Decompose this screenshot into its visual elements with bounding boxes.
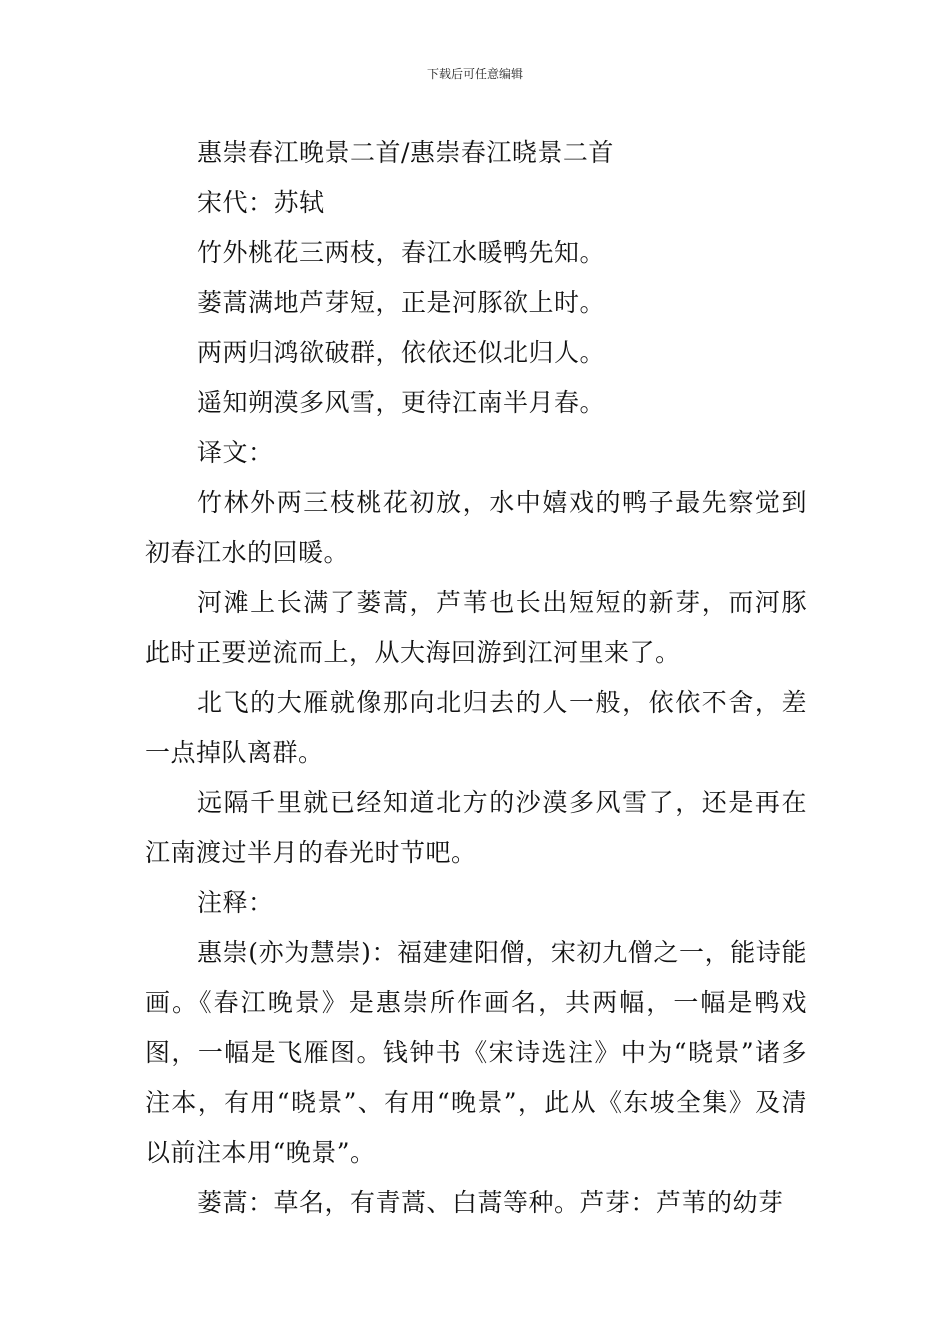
poem-line: 两两归鸿欲破群，依依还似北归人。 (197, 338, 606, 367)
translation-paragraph: 竹林外两三枝桃花初放，水中嬉戏的鸭子最先察觉到初春江水的回暖。 (145, 488, 807, 567)
notes-heading: 注释： (197, 888, 274, 917)
notes-paragraph: 蒌蒿：草名，有青蒿、白蒿等种。芦芽：芦苇的幼芽 (197, 1188, 784, 1217)
translation-paragraph: 远隔千里就已经知道北方的沙漠多风雪了，还是再在江南渡过半月的春光时节吧。 (145, 788, 807, 867)
translation-paragraph: 北飞的大雁就像那向北归去的人一般，依依不舍，差一点掉队离群。 (145, 688, 807, 767)
poem-line: 蒌蒿满地芦芽短，正是河豚欲上时。 (197, 288, 606, 317)
poem-line: 遥知朔漠多风雪，更待江南半月春。 (197, 388, 606, 417)
poem-author: 宋代：苏轼 (197, 188, 325, 217)
poem-line: 竹外桃花三两枝，春江水暖鸭先知。 (197, 238, 606, 267)
translation-paragraph: 河滩上长满了蒌蒿，芦苇也长出短短的新芽，而河豚此时正要逆流而上，从大海回游到江河里来了。 (145, 588, 807, 667)
document-body (145, 128, 807, 1228)
notes-paragraph: 惠崇(亦为慧崇)：福建建阳僧，宋初九僧之一，能诗能画。《春江晚景》是惠崇所作画名，共两幅，一幅是鸭戏图，一幅是飞雁图。钱钟书《宋诗选注》中为“晓景”诸多注本，有用“晓景”、有用“晚景”，此从《东坡全集》及清以前注本用“晚景”。 (145, 938, 807, 1167)
translation-heading: 译文： (197, 438, 274, 467)
header-note: 下载后可任意编辑 (426, 67, 523, 81)
poem-title: 惠崇春江晚景二首/惠崇春江晓景二首 (197, 138, 614, 167)
